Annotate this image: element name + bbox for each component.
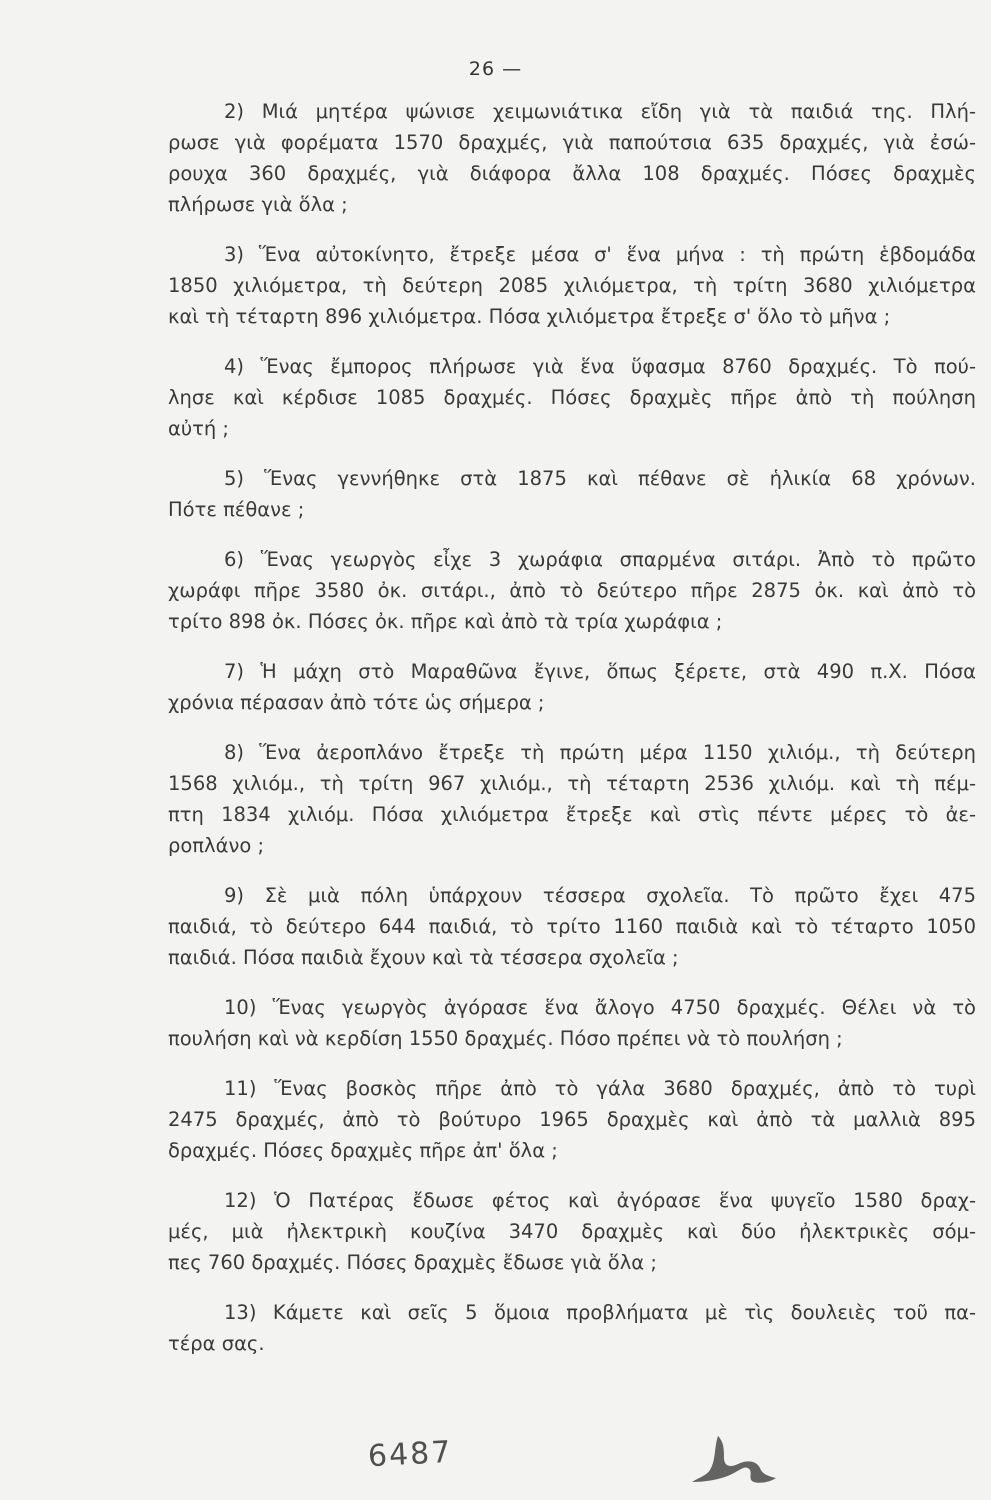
- problem-line: πες 760 δραχμές. Πόσες δραχμὲς ἔδωσε γιὰ ὅλα ;: [168, 1251, 657, 1274]
- problem-line: μές, μιὰ ἠλεκτρικὴ κουζίνα 3470 δραχμὲς καὶ δύο ἠλεκτρικὲς σόμ-: [168, 1220, 976, 1243]
- problem-line: παιδιά. Πόσα παιδιὰ ἔχουν καὶ τὰ τέσσερα σχολεῖα ;: [168, 946, 679, 969]
- problem-10: [168, 992, 976, 1054]
- problem-line: αὐτή ;: [168, 417, 230, 440]
- problem-line: λησε καὶ κέρδισε 1085 δραχμές. Πόσες δραχμὲς πῆρε ἀπὸ τὴ πούληση: [168, 386, 976, 409]
- problem-line: ροπλάνο ;: [168, 834, 265, 857]
- problem-4: [168, 351, 976, 444]
- problem-line: 4) Ἕνας ἔμπορος πλήρωσε γιὰ ἕνα ὕφασμα 8760 δραχμές. Τὸ πού-: [224, 355, 976, 378]
- problem-line: 1850 χιλιόμετρα, τὴ δεύτερη 2085 χιλιόμετρα, τὴ τρίτη 3680 χιλιόμετρα: [168, 274, 976, 297]
- problem-line: καὶ τὴ τέταρτη 896 χιλιόμετρα. Πόσα χιλιόμετρα ἔτρεξε σ' ὅλο τὸ μῆνα ;: [168, 305, 891, 328]
- problem-line: 7) Ἡ μάχη στὸ Μαραθῶνα ἔγινε, ὅπως ξέρετε, στὰ 490 π.Χ. Πόσα: [224, 660, 976, 683]
- problem-line: 3) Ἕνα αὐτοκίνητο, ἔτρεξε μέσα σ' ἕνα μήνα : τὴ πρώτη ἑβδομάδα: [224, 243, 976, 266]
- handwritten-catalog-number: 6487: [367, 1434, 454, 1475]
- problem-line: πτη 1834 χιλιόμ. Πόσα χιλιόμετρα ἔτρεξε καὶ στὶς πέντε μέρες τὸ ἀε-: [168, 803, 976, 826]
- problem-12: [168, 1185, 976, 1278]
- problem-line: πουλήση καὶ νὰ κερδίση 1550 δραχμές. Πόσο πρέπει νὰ τὸ πουλήση ;: [168, 1027, 843, 1050]
- problem-line: χωράφι πῆρε 3580 ὀκ. σιτάρι., ἀπὸ τὸ δεύτερο πῆρε 2875 ὀκ. καὶ ἀπὸ τὸ: [168, 579, 976, 602]
- problem-line: 2) Μιά μητέρα ψώνισε χειμωνιάτικα εἴδη γιὰ τὰ παιδιά της. Πλή-: [224, 100, 976, 123]
- problem-line: 13) Κάμετε καὶ σεῖς 5 ὅμοια προβλήματα μὲ τὶς δουλειὲς τοῦ πα-: [224, 1301, 976, 1324]
- problem-line: δραχμές. Πόσες δραχμὲς πῆρε ἀπ' ὅλα ;: [168, 1139, 558, 1162]
- problem-line: 11) Ἕνας βοσκὸς πῆρε ἀπὸ τὸ γάλα 3680 δραχμές, ἀπὸ τὸ τυρὶ: [224, 1077, 976, 1100]
- problem-line: 6) Ἕνας γεωργὸς εἶχε 3 χωράφια σπαρμένα σιτάρι. Ἀπὸ τὸ πρῶτο: [224, 548, 976, 571]
- problem-line: 5) Ἕνας γεννήθηκε στὰ 1875 καὶ πέθανε σὲ ἡλικία 68 χρόνων.: [224, 467, 976, 490]
- problem-line: 1568 χιλιόμ., τὴ τρίτη 967 χιλιόμ., τὴ τέταρτη 2536 χιλιόμ. καὶ τὴ πέμ-: [168, 772, 976, 795]
- page-number: 26 —: [468, 58, 523, 80]
- problem-2: [168, 96, 976, 220]
- problem-list: [168, 96, 976, 1378]
- problem-line: 12) Ὁ Πατέρας ἔδωσε φέτος καὶ ἀγόρασε ἕνα ψυγεῖο 1580 δραχ-: [224, 1189, 976, 1212]
- problem-5: [168, 463, 976, 525]
- problem-6: [168, 544, 976, 637]
- problem-line: 9) Σὲ μιὰ πόλη ὑπάρχουν τέσσερα σχολεῖα. Τὸ πρῶτο ἔχει 475: [224, 884, 976, 907]
- problem-line: ρουχα 360 δραχμές, γιὰ διάφορα ἄλλα 108 δραχμές. Πόσες δραχμὲς: [168, 162, 976, 185]
- problem-line: παιδιά, τὸ δεύτερο 644 παιδιά, τὸ τρίτο 1160 παιδιὰ καὶ τὸ τέταρτο 1050: [168, 915, 976, 938]
- problem-8: [168, 737, 976, 861]
- problem-line: ρωσε γιὰ φορέματα 1570 δραχμές, γιὰ παπούτσια 635 δραχμές, γιὰ ἐσώ-: [168, 131, 976, 154]
- problem-line: Πότε πέθανε ;: [168, 498, 305, 521]
- problem-line: πλήρωσε γιὰ ὅλα ;: [168, 193, 348, 216]
- problem-9: [168, 880, 976, 973]
- problem-7: [168, 656, 976, 718]
- problem-line: 8) Ἕνα ἀεροπλάνο ἔτρεξε τὴ πρώτη μέρα 1150 χιλιόμ., τὴ δεύτερη: [224, 741, 976, 764]
- ink-blot-mark: [680, 1430, 780, 1490]
- problem-line: 10) Ἕνας γεωργὸς ἀγόρασε ἕνα ἄλογο 4750 δραχμές. Θέλει νὰ τὸ: [224, 996, 976, 1019]
- problem-13: [168, 1297, 976, 1359]
- problem-line: χρόνια πέρασαν ἀπὸ τότε ὡς σήμερα ;: [168, 691, 545, 714]
- problem-3: [168, 239, 976, 332]
- problem-line: τρίτο 898 ὀκ. Πόσες ὀκ. πῆρε καὶ ἀπὸ τὰ τρία χωράφια ;: [168, 610, 723, 633]
- problem-line: τέρα σας.: [168, 1332, 265, 1355]
- problem-line: 2475 δραχμές, ἀπὸ τὸ βούτυρο 1965 δραχμὲς καὶ ἀπὸ τὰ μαλλιὰ 895: [168, 1108, 976, 1131]
- problem-11: [168, 1073, 976, 1166]
